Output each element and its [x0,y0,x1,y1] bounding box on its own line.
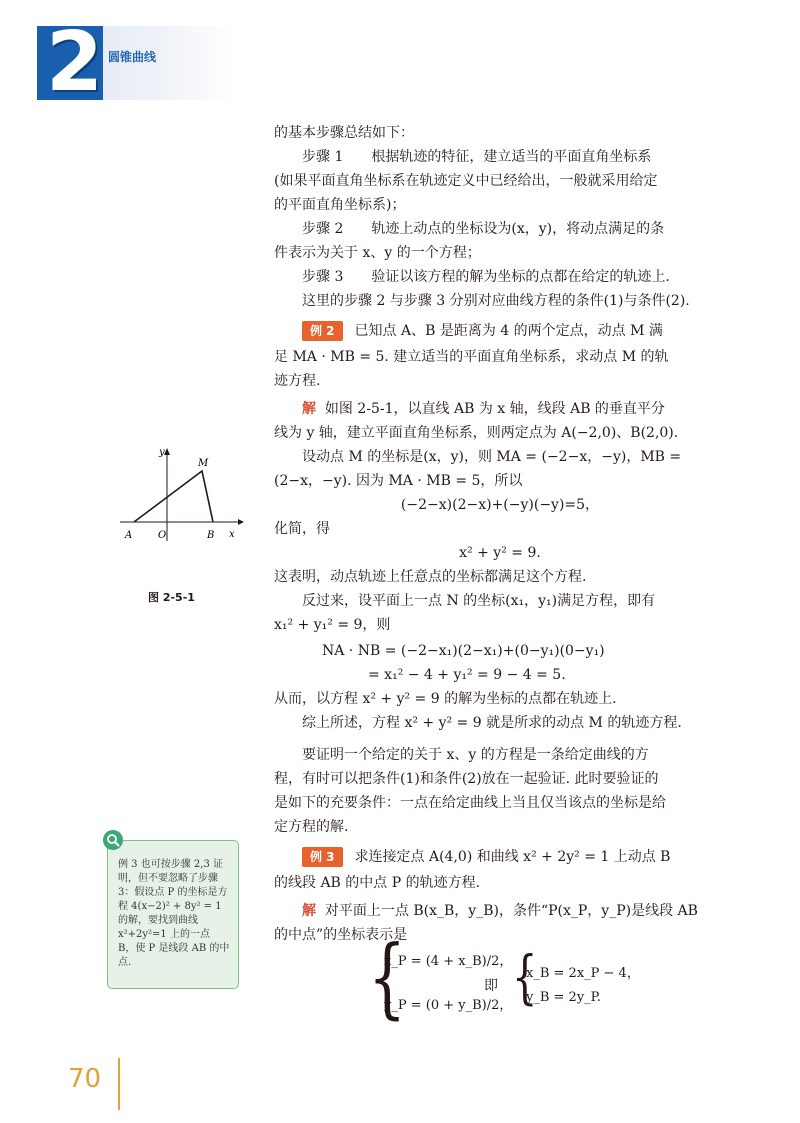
system-1-eq-a: x_P = (4 + x_B)/2， [384,954,513,969]
figure-2-5-1 [110,445,250,545]
left-brace: { [512,944,538,1012]
solution-2-line: 从而，以方程 x² + y² = 9 的解为坐标的点都在轨迹上. [274,691,617,707]
chapter-number: 2 [46,15,104,110]
solution-2-line: (2−x，−y). 因为 MA · MB = 5，所以 [274,473,523,489]
solution-2-line: 设动点 M 的坐标是(x，y)，则 MA = (−2−x，−y)，MB = [302,449,682,465]
solution-2-line: 线为 y 轴，建立平面直角坐标系，则两定点为 A(−2,0)、B(2,0). [274,425,679,441]
point-label-A: A [125,530,133,541]
remark-line: 定方程的解. [274,819,349,835]
connector: 即 [484,978,498,994]
body-line: 这里的步骤 2 与步骤 3 分别对应曲线方程的条件(1)与条件(2). [302,293,690,309]
step-3-line: 步骤 3 验证以该方程的解为坐标的点都在给定的轨迹上. [302,269,670,285]
body-line: (如果平面直角坐标系在轨迹定义中已经给出，一般就采用给定 [274,173,658,189]
example-3-tag: 例 3 [302,847,343,867]
remark-line: 要证明一个给定的关于 x、y 的方程是一条给定曲线的方 [302,747,649,763]
page-rule [118,1058,120,1110]
side-note-text: 例 3 也可按步骤 2,3 证明，但不要忽略了步骤 3：假设点 P 的坐标是方程 4(x−2)² + 8y² = 1 的解，要找到曲线 x²+2y²=1 上的一点 B，使 P 是线段 AB 的中点. [118,859,230,968]
equation: = x₁² − 4 + y₁² = 9 − 4 = 5. [368,667,566,683]
point-label-M: M [198,458,209,469]
example-3-line: 例 3 求连接定点 A(4,0) 和曲线 x² + 2y² = 1 上动点 B [274,846,754,868]
example-2-line [274,320,754,342]
magnifier-icon [103,830,123,850]
example-2-line: 足 MA · MB = 5. 建立适当的平面直角坐标系，求动点 M 的轨 [274,349,669,365]
solution-2-line: 这表明，动点轨迹上任意点的坐标都满足这个方程. [274,569,587,585]
solution-label: 解 [302,903,316,919]
body-line: 的平面直角坐标系)； [274,197,406,213]
point-label-O: O [158,530,167,541]
example-2-line: 迹方程. [274,373,321,389]
remark-line: 程，有时可以把条件(1)和条件(2)放在一起验证. 此时要验证的 [274,771,659,787]
page-number: 70 [68,1064,102,1094]
system-2-eq-b: y_B = 2y_P. [526,990,601,1005]
solution-3-line: 的中点”的坐标表示是 [274,927,408,943]
solution-2-line: 化简，得 [274,521,330,537]
body-line: 件表示为关于 x、y 的一个方程； [274,245,481,261]
solution-3-line: 解 对平面上一点 B(x_B，y_B)，条件“P(x_P，y_P)是线段 AB [302,903,698,919]
remark-line: 是如下的充要条件：一点在给定曲线上当且仅当该点的坐标是给 [274,795,666,811]
equation: NA · NB = (−2−x₁)(2−x₁)+(0−y₁)(0−y₁) [322,643,605,659]
step-2-line: 步骤 2 轨迹上动点的坐标设为(x，y)，将动点满足的条 [302,221,665,237]
solution-2-line: x₁² + y₁² = 9，则 [274,617,391,633]
chapter-title: 圆锥曲线 [108,50,157,64]
example-2-tag: 例 2 [302,321,343,341]
axis-label-y: y [159,447,165,458]
solution-label: 解 [302,401,316,417]
solution-2-line: 综上所述，方程 x² + y² = 9 就是所求的动点 M 的轨迹方程. [302,715,682,731]
body-line: 的基本步骤总结如下： [274,125,414,141]
example-3-line: 的线段 AB 的中点 P 的轨迹方程. [274,875,481,891]
equation: x² + y² = 9. [459,545,541,561]
system-2-eq-a: x_B = 2x_P − 4， [526,966,640,981]
example-2-text: 已知点 A、B 是距离为 4 的两个定点，动点 M 满 [354,323,663,339]
axis-label-x: x [229,529,235,540]
point-label-B: B [207,530,215,541]
solution-2-line: 解 如图 2-5-1，以直线 AB 为 x 轴，线段 AB 的垂直平分 [302,401,665,417]
equation: (−2−x)(2−x)+(−y)(−y)=5， [400,497,600,513]
figure-caption: 图 2-5-1 [148,591,195,604]
solution-2-line: 反过来，设平面上一点 N 的坐标(x₁，y₁)满足方程，即有 [302,593,656,609]
system-1-eq-b: y_P = (0 + y_B)/2， [384,998,513,1013]
step-1-line: 步骤 1 根据轨迹的特征，建立适当的平面直角坐标系 [302,149,652,165]
left-brace: { [368,927,407,1030]
